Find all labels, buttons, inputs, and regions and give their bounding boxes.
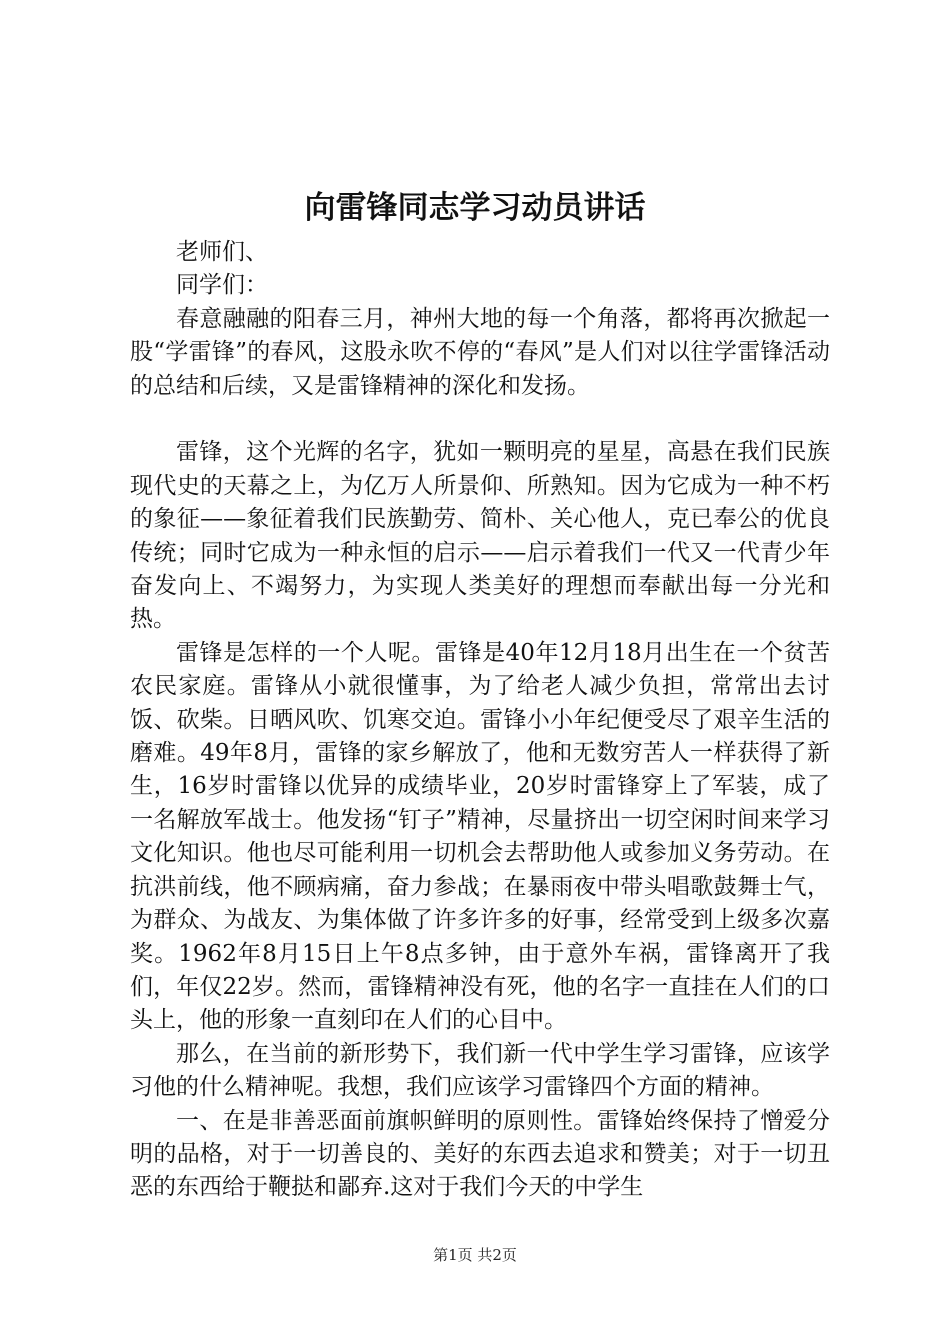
paragraph-leifeng-biography: 雷锋是怎样的一个人呢。雷锋是40年12月18月出生在一个贫苦农民家庭。雷锋从小就很懂事，为了给老人减少负担，常常出去讨饭、砍柴。日晒风吹、饥寒交迫。雷锋小小年纪便受尽了艰辛生活的磨难。49年8月，雷锋的家乡解放了，他和无数穷苦人一样获得了新生，16岁时雷锋以优异的成绩毕业，20岁时雷锋穿上了军装，成了一名解放军战士。他发扬“钉子”精神，尽量挤出一切空闲时间来学习文化知识。他也尽可能利用一切机会去帮助他人或参加义务劳动。在抗洪前线，他不顾病痛，奋力参战；在暴雨夜中带头唱歌鼓舞士气，为群众、为战友、为集体做了许多许多的好事，经常受到上级多次嘉奖。1962年8月15日上午8点多钟，由于意外车祸，雷锋离开了我们，年仅22岁。然而，雷锋精神没有死，他的名字一直挂在人们的口头上，他的形象一直刻印在人们的心目中。 — [130, 639, 830, 1034]
paragraph-point-one: 一、在是非善恶面前旗帜鲜明的原则性。雷锋始终保持了憎爱分明的品格，对于一切善良的、美好的东西去追求和赞美；对于一切丑恶的东西给于鞭挞和鄙弃.这对于我们今天的中学生 — [130, 1107, 830, 1201]
page-number-footer: 第1页 共2页 — [433, 1246, 517, 1264]
document-body — [130, 236, 830, 1205]
paragraph-spring: 春意融融的阳春三月，神州大地的每一个角落，都将再次掀起一股“学雷锋”的春风，这股永吹不停的“春风”是人们对以往学雷锋活动的总结和后续，又是雷锋精神的深化和发扬。 — [130, 305, 830, 399]
salutation-students: 同学们： — [176, 272, 268, 299]
paragraph-leifeng-name: 雷锋，这个光辉的名字，犹如一颗明亮的星星，高悬在我们民族现代史的天幕之上，为亿万人所景仰、所熟知。因为它成为一种不朽的象征——象征着我们民族勤劳、简朴、关心他人，克已奉公的优良传统；同时它成为一种永恒的启示——启示着我们一代又一代青少年奋发向上、不竭努力，为实现人类美好的理想而奉献出每一分光和热。 — [130, 439, 830, 633]
document-title: 向雷锋同志学习动员讲话 — [304, 190, 646, 226]
paragraph-new-situation: 那么，在当前的新形势下，我们新一代中学生学习雷锋，应该学习他的什么精神呢。我想，我们应该学习雷锋四个方面的精神。 — [130, 1040, 830, 1101]
salutation-teachers: 老师们、 — [176, 239, 268, 265]
blank-line — [130, 403, 830, 436]
